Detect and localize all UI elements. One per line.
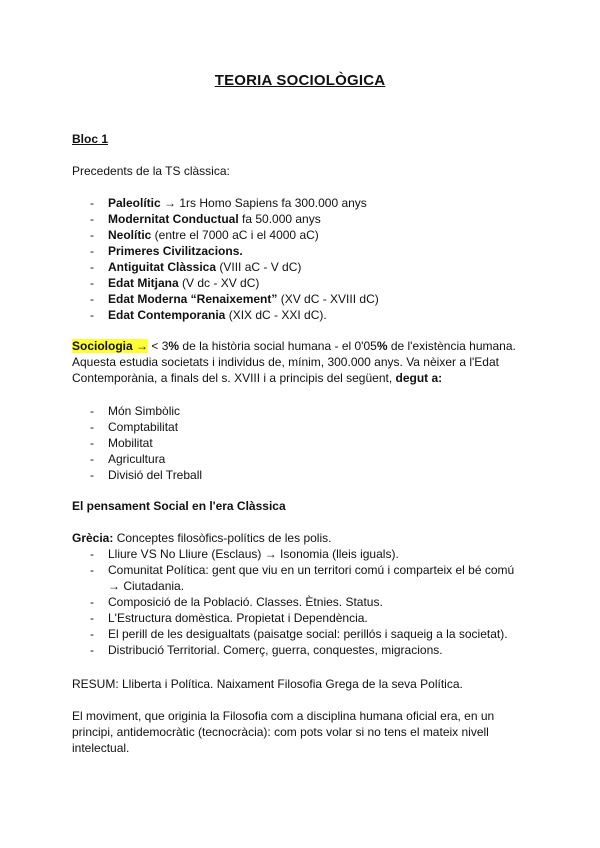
list-item: - L'Estructura domèstica. Propietat i Dependència.: [90, 611, 368, 625]
list-item: - Primeres Civilitzacions.: [90, 244, 243, 258]
list-item: - Distribució Territorial. Comerç, guerra, conquestes, migracions.: [90, 643, 443, 657]
resum-line: RESUM: Lliberta i Política. Naixament Filosofia Grega de la seva Política.: [72, 677, 463, 691]
grecia-label: Grècia:: [72, 531, 114, 545]
sociologia-term: Sociologia: [72, 339, 133, 353]
list-item: - El perill de les desigualtats (paisatge social: perillós i saqueig a la societat).: [90, 627, 508, 641]
list-item: - Lliure VS No Lliure (Esclaus) → Isonomia (lleis iguals).: [90, 547, 399, 561]
grecia-line: Grècia: Conceptes filosòfics-polítics de les polis.: [72, 531, 332, 545]
list-item: - Edat Mitjana (V dc - XV dC): [90, 276, 260, 290]
list-item: - Edat Contemporania (XIX dC - XXI dC).: [90, 308, 327, 322]
list-item: - Comptabilitat: [90, 420, 179, 434]
list-item: - Neolític (entre el 7000 aC i el 4000 aC): [90, 228, 319, 242]
precedents-intro: Precedents de la TS clàssica:: [72, 164, 230, 178]
list-item: - Divisió del Treball: [90, 468, 203, 482]
grecia-list: [72, 546, 518, 658]
list-item: - Agricultura: [90, 452, 166, 466]
list-item: - Món Simbòlic: [90, 404, 181, 418]
bloc-heading: Bloc 1: [72, 132, 109, 146]
list-item: - Edat Moderna “Renaixement” (XV dC - XVIII dC): [90, 292, 379, 306]
list-item: - Antiguitat Clàssica (VIII aC - V dC): [90, 260, 302, 274]
list-item: - Paleolític → 1rs Homo Sapiens fa 300.000 anys: [90, 196, 367, 210]
causes-list: [72, 403, 202, 483]
sociologia-paragraph: Sociologia → < 3% de la història social humana - el 0'05% de l'existència humana. Aquesta estudia societats i individus de, mínim, 300.000 anys. Va nèixer a l'Edat Contemporània, a finals del s. XVIII i a principis del següent, degut a:: [72, 339, 516, 385]
list-item: - Modernitat Conductual fa 50.000 anys: [90, 212, 321, 226]
section-title: El pensament Social en l'era Clàssica: [72, 499, 286, 513]
list-item: - Mobilitat: [90, 436, 153, 450]
list-item: - Comunitat Política: gent que viu en un territori comú i comparteix el bé comú → Ciutadania.: [90, 563, 515, 593]
periods-list: [72, 195, 379, 323]
list-item: - Composició de la Població. Classes. Ètnies. Status.: [90, 595, 383, 609]
moviment-paragraph: El moviment, que originia la Filosofia com a disciplina humana oficial era, en un principi, antidemocràtic (tecnocràcia): com pots volar si no tens el mateix nivell intelectual.: [72, 709, 495, 755]
document-title: TEORIA SOCIOLÒGICA: [214, 72, 386, 89]
